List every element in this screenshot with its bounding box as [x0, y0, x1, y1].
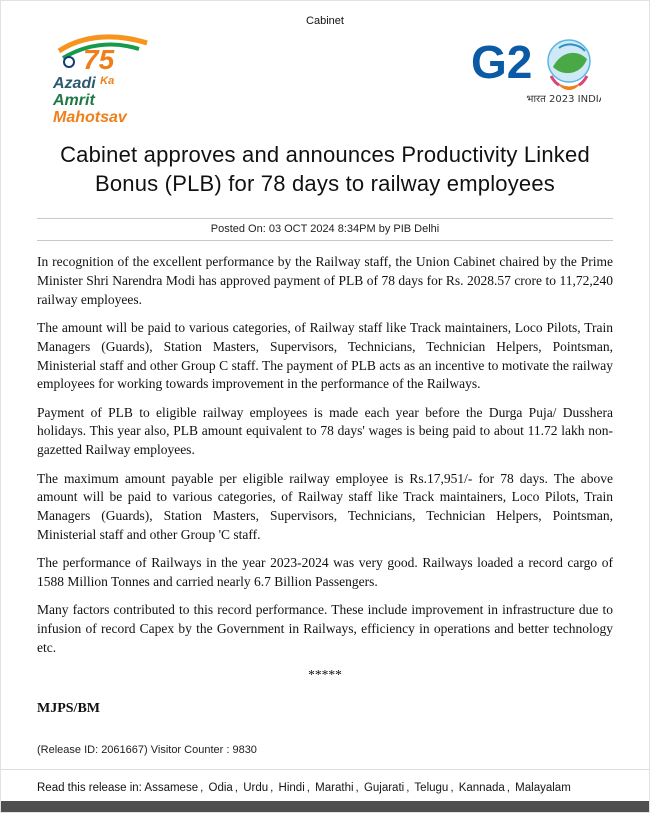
body-paragraph: Many factors contributed to this record performance. These include improvement in infrastructure due to infusion of record Capex by the Government in Railways, efficiency in operations and better technology etc.: [37, 602, 613, 655]
azadi-word: Azadi: [53, 75, 96, 92]
language-separator: ,: [306, 782, 310, 794]
language-link-odia[interactable]: Odia: [208, 782, 233, 794]
language-link-gujarati[interactable]: Gujarati: [363, 782, 405, 794]
amrit-word: Amrit: [53, 91, 95, 109]
language-link-hindi[interactable]: Hindi: [278, 782, 305, 794]
stars-separator: *****: [308, 667, 342, 683]
g20-caption: भारत 2023 INDIA: [526, 94, 601, 105]
divider: [1, 769, 649, 770]
language-separator: ,: [506, 782, 510, 794]
language-link-marathi[interactable]: Marathi: [315, 782, 354, 794]
azadi-75-number: 75: [83, 44, 115, 73]
body-paragraph: The amount will be paid to various categories, of Railway staff like Track maintainers, Loco Pilots, Train Managers (Guards), Station Masters, Supervisors, Technicians, Technician Helpers, Pointsman, Ministerial staff and other Group C staff. The payment of PLB acts as an incentive to motivate the railway employees for working towards improvement in the performance of the Railways.: [37, 320, 613, 392]
language-separator: ,: [450, 782, 454, 794]
posted-on: Posted On: 03 OCT 2024 8:34PM by PIB Delhi: [37, 218, 613, 241]
language-separator: ,: [270, 782, 274, 794]
language-separator: ,: [355, 782, 359, 794]
azadi-75-flag-icon: [53, 31, 153, 73]
language-link-malayalam[interactable]: Malayalam: [515, 782, 571, 794]
press-release-body: [1, 241, 649, 717]
footer-bar: [1, 801, 649, 812]
body-paragraph: In recognition of the excellent performance by the Railway staff, the Union Cabinet chaired by the Prime Minister Shri Narendra Modi has approved payment of PLB of 78 days for Rs. 2028.57 crore to 11,72,240 railway employees.: [37, 254, 613, 307]
signature: MJPS/BM: [37, 701, 100, 717]
language-link-kannada[interactable]: Kannada: [458, 782, 505, 794]
read-in-label: Read this release in:: [37, 782, 142, 794]
language-bar: [37, 782, 613, 794]
logo-header: [1, 27, 649, 126]
azadi-ka-amrit-mahotsav-logo: [53, 31, 173, 126]
language-link-assamese[interactable]: Assamese: [144, 782, 199, 794]
mahotsav-word: Mahotsav: [53, 108, 127, 126]
page-title: Cabinet approves and announces Productivity Linked Bonus (PLB) for 78 days to railway employees: [60, 142, 590, 197]
language-separator: ,: [406, 782, 410, 794]
language-separator: ,: [234, 782, 238, 794]
azadi-wordmark: [53, 76, 173, 126]
g20-logo: [466, 31, 601, 110]
language-separator: ,: [200, 782, 204, 794]
ka-word: Ka: [100, 75, 115, 87]
body-paragraph: The performance of Railways in the year 2023-2024 was very good. Railways loaded a record cargo of 1588 Million Tonnes and carried nearly 6.7 Billion Passengers.: [37, 555, 613, 589]
body-paragraph: The maximum amount payable per eligible railway employee is Rs.17,951/- for 78 days. The above amount will be paid to various categories, of Railway staff like Track maintainers, Loco Pilots, Train Managers (Guards), Station Masters, Supervisors, Technicians, Technician Helpers, Pointsman, Ministerial staff and other Group 'C staff.: [37, 470, 613, 542]
body-paragraph: Payment of PLB to eligible railway employees is made each year before the Durga Puja/ Dusshera holidays. This year also, PLB amount equivalent to 78 days' wages is being paid to about 11.72 lakh non-gazetted Railway employees.: [37, 404, 613, 458]
ministry-label: Cabinet: [306, 15, 344, 27]
g20-wordmark: G2: [471, 36, 533, 88]
g20-globe-lotus-icon: [469, 31, 601, 105]
language-link-telugu[interactable]: Telugu: [414, 782, 449, 794]
language-link-urdu[interactable]: Urdu: [243, 782, 269, 794]
release-info: (Release ID: 2061667) Visitor Counter : 9830: [37, 744, 257, 756]
